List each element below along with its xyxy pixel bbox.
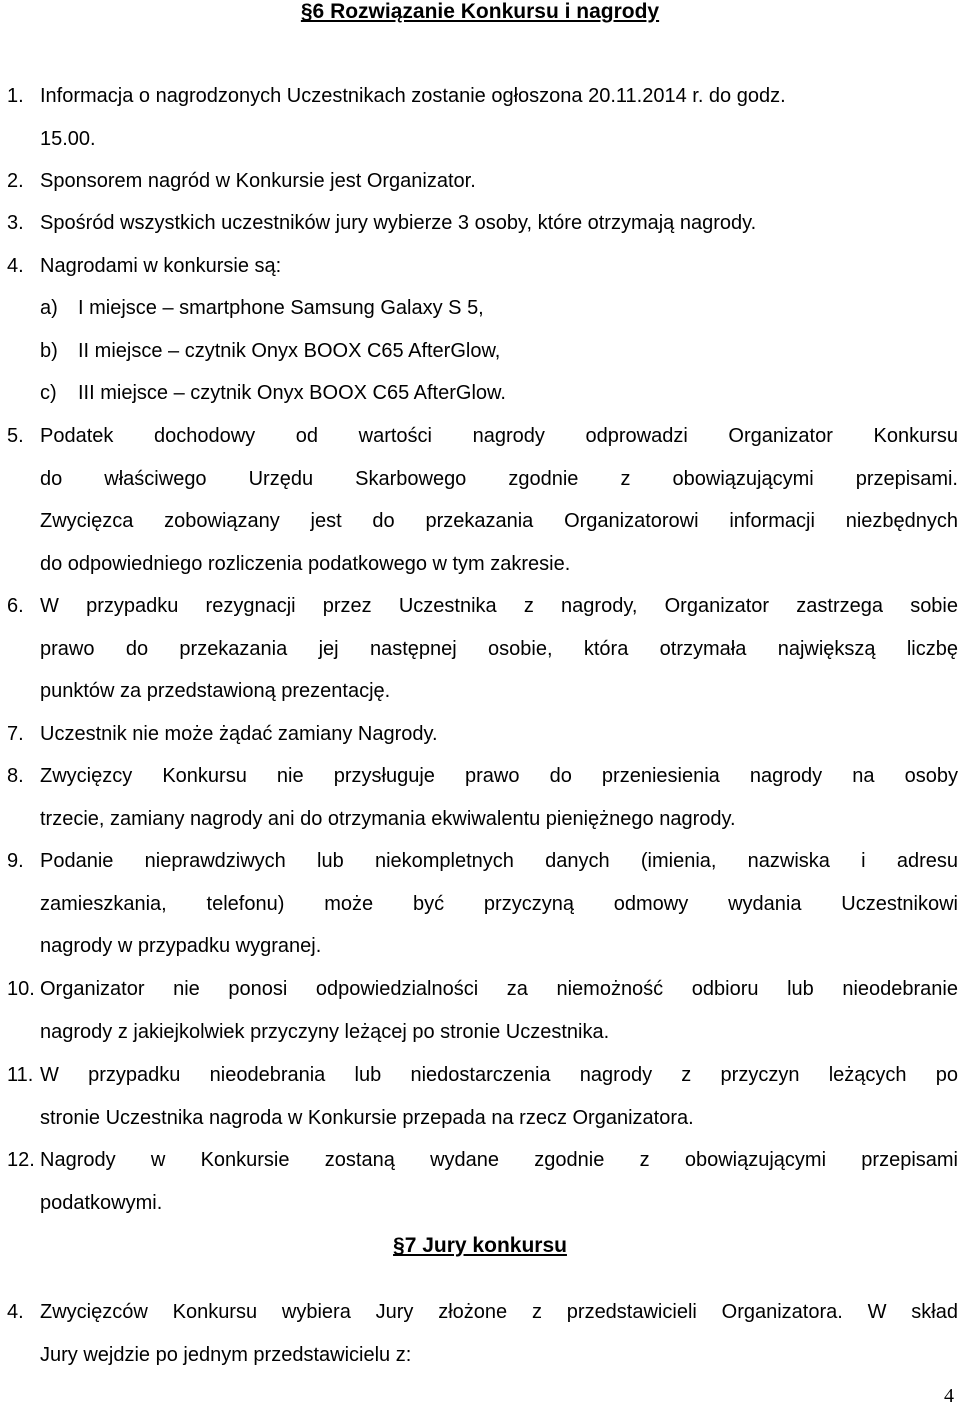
list-number: 1. [7,85,24,107]
list-item-text: do właściwego Urzędu Skarbowego zgodnie z obowiązującymi przepisami. [40,467,958,490]
sub-list-letter: b) [40,340,58,362]
list-number: 6. [7,595,24,617]
list-item-text: trzecie, zamiany nagrody ani do otrzymania ekwiwalentu pieniężnego nagrody. [40,807,736,830]
list-item-text: Organizator nie ponosi odpowiedzialności za niemożność odbioru lub nieodebranie [40,978,958,1000]
list-item-text: prawo do przekazania jej następnej osobie, która otrzymała największą liczbę [40,637,958,660]
list-number: 10. [7,978,35,1000]
list-item-2 [7,160,958,203]
list-number: 7. [7,723,24,745]
prize-text: II miejsce – czytnik Onyx BOOX C65 AfterGlow, [78,340,501,362]
list-item-11 [7,1054,958,1139]
sub-list-letter: a) [40,297,58,319]
list-number: 11. [7,1064,34,1086]
section-7-heading: §7 Jury konkursu [393,1234,567,1257]
sub-list-letter: c) [40,382,57,404]
list-item-text: Zwycięzców Konkursu wybiera Jury złożone z przedstawicieli Organizatora. W skład [40,1301,958,1323]
list-item-text: Sponsorem nagród w Konkursie jest Organizator. [40,170,476,192]
list-item-text: stronie Uczestnika nagroda w Konkursie przepada na rzecz Organizatora. [40,1106,694,1129]
list-item-3 [7,202,958,245]
list-item-text: W przypadku rezygnacji przez Uczestnika z nagrody, Organizator zastrzega sobie [40,595,958,617]
list-item-text: zamieszkania, telefonu) może być przyczyną odmowy wydania Uczestnikowi [40,892,958,915]
list-item-text: Spośród wszystkich uczestników jury wybierze 3 osoby, które otrzymają nagrody. [40,212,757,234]
list-item-text: Podanie nieprawdziwych lub niekompletnych danych (imienia, nazwiska i adresu [40,850,958,872]
section-6-heading: §6 Rozwiązanie Konkursu i nagrody [300,0,660,23]
list-item-text: Informacja o nagrodzonych Uczestnikach zostanie ogłoszona 20.11.2014 r. do godz. [40,85,786,107]
list-item-text: do odpowiedniego rozliczenia podatkowego w tym zakresie. [40,552,571,575]
prize-item-c [40,372,940,415]
list-number: 3. [7,212,24,234]
list-item-1 [7,75,958,160]
list-number: 9. [7,850,24,872]
prize-item-b [40,330,940,373]
list-number: 8. [7,765,24,787]
list-item-text: punktów za przedstawioną prezentację. [40,680,391,702]
prize-text: III miejsce – czytnik Onyx BOOX C65 AfterGlow. [78,382,506,404]
list-item-text: Jury wejdzie po jednym przedstawicielu z: [40,1343,412,1366]
list-item-12 [7,1139,958,1224]
list-item-9 [7,840,958,968]
list-item-4 [7,245,958,288]
list-item-10 [7,968,958,1053]
list-item-text: Uczestnik nie może żądać zamiany Nagrody. [40,723,438,745]
list-item-text: nagrody z jakiejkolwiek przyczyny leżącej po stronie Uczestnika. [40,1020,610,1043]
list-number: 4. [7,255,24,277]
list-item-5 [7,415,958,585]
list-item-6 [7,585,958,713]
list-item-text: nagrody w przypadku wygranej. [40,935,322,957]
list-item-text: 15.00. [40,127,96,150]
list-item-text: Zwycięzca zobowiązany jest do przekazania Organizatorowi informacji niezbędnych [40,510,958,532]
list-item-text: Zwycięzcy Konkursu nie przysługuje prawo do przeniesienia nagrody na osoby [40,765,958,787]
list-item-8 [7,755,958,840]
list-item-text: W przypadku nieodebrania lub niedostarczenia nagrody z przyczyn leżących po [40,1064,958,1086]
list-item-7 [7,713,958,756]
list-item-text: Podatek dochodowy od wartości nagrody odprowadzi Organizator Konkursu [40,425,958,447]
list-number: 2. [7,170,24,192]
list-item-text: podatkowymi. [40,1191,163,1214]
list-item-text: Nagrody w Konkursie zostaną wydane zgodnie z obowiązującymi przepisami [40,1149,958,1171]
prize-item-a [40,287,940,330]
jury-item-4 [7,1291,958,1376]
prize-text: I miejsce – smartphone Samsung Galaxy S 5, [78,297,484,319]
list-number: 4. [7,1301,24,1323]
page-number: 4 [944,1385,954,1407]
list-number: 12. [7,1149,35,1171]
list-number: 5. [7,425,24,447]
list-item-text: Nagrodami w konkursie są: [40,255,282,277]
